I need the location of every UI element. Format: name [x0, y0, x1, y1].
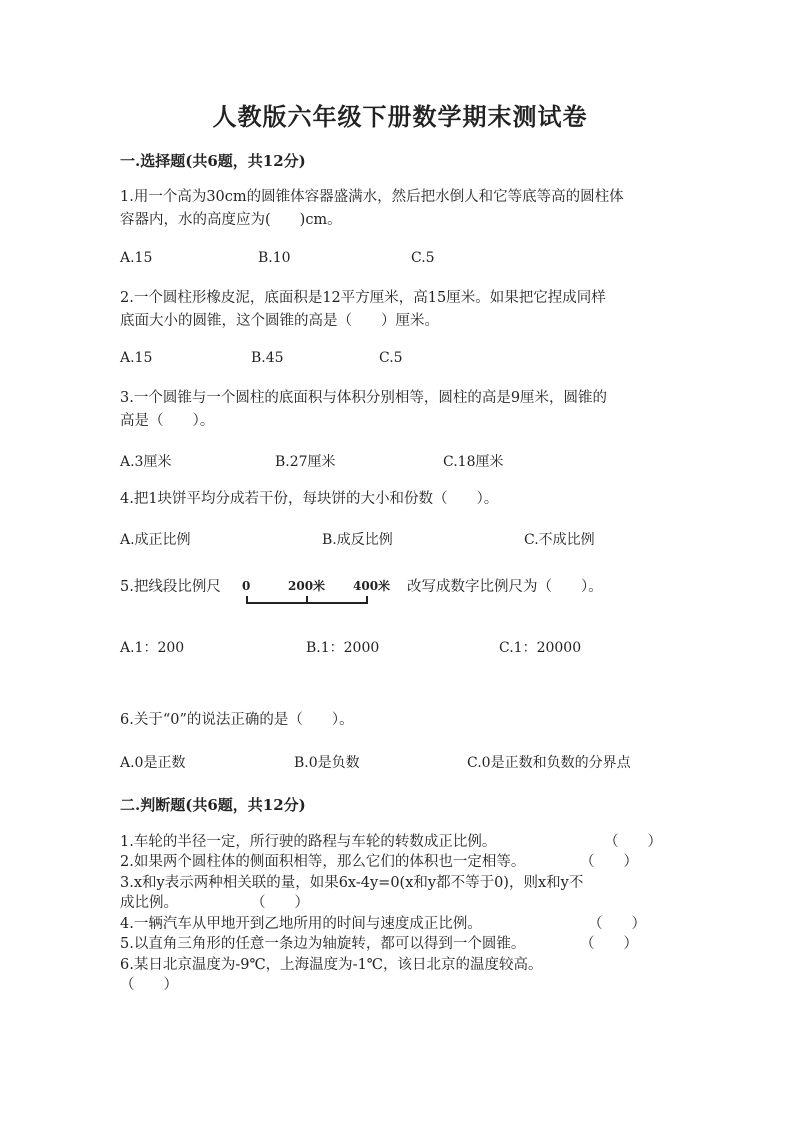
- judgement-6-blank: （ ）: [120, 977, 178, 993]
- question-1-option-b: B.10: [258, 250, 291, 266]
- question-3-line-2: 高是（ ）。: [120, 413, 215, 429]
- scale-label-200: 200米: [288, 579, 326, 593]
- question-2-option-a: A.15: [120, 350, 153, 366]
- judgement-1-blank: （ ）: [604, 834, 662, 850]
- question-1-line-1: 1.用一个高为30cm的圆锥体容器盛满水，然后把水倒人和它等底等高的圆柱体: [120, 189, 624, 205]
- question-2-line-1: 2.一个圆柱形橡皮泥，底面积是12平方厘米，高15厘米。如果把它捏成同样: [120, 290, 606, 306]
- question-1-option-c: C.5: [411, 250, 435, 266]
- question-4-option-c: C.不成比例: [524, 532, 595, 548]
- question-2-option-c: C.5: [379, 350, 403, 366]
- scale-label-400: 400米: [353, 579, 391, 593]
- question-4-line-1: 4.把1块饼平均分成若干份，每块饼的大小和份数（ ）。: [120, 491, 499, 507]
- section-heading-judgement: 二.判断题(共6题，共12分): [120, 796, 306, 814]
- question-4-option-b: B.成反比例: [322, 532, 393, 548]
- question-5-option-a: A.1：200: [120, 640, 185, 656]
- judgement-5-text: 5.以直角三角形的任意一条边为轴旋转，都可以得到一个圆锥。: [120, 936, 526, 952]
- question-6-option-c: C.0是正数和负数的分界点: [467, 755, 631, 771]
- judgement-4-blank: （ ）: [588, 916, 646, 932]
- line-scale-figure: [240, 577, 391, 611]
- section-heading-choice: 一.选择题(共6题，共12分): [120, 152, 306, 170]
- question-5-option-b: B.1：2000: [306, 640, 380, 656]
- question-5-line-2: 改写成数字比例尺为（ ）。: [407, 579, 603, 595]
- question-3-option-a: A.3厘米: [120, 454, 172, 470]
- judgement-3-text-2: 成比例。: [120, 895, 178, 911]
- judgement-5-blank: （ ）: [580, 936, 638, 952]
- scale-label-0: 0: [242, 579, 251, 593]
- question-4-option-a: A.成正比例: [120, 532, 191, 548]
- question-3-line-1: 3.一个圆锥与一个圆柱的底面积与体积分别相等，圆柱的高是9厘米，圆锥的: [120, 390, 608, 406]
- judgement-3-blank: （ ）: [251, 895, 309, 911]
- question-5-option-c: C.1：20000: [499, 640, 582, 656]
- question-6-option-a: A.0是正数: [120, 755, 186, 771]
- question-3-option-c: C.18厘米: [443, 454, 504, 470]
- question-2-line-2: 底面大小的圆锥，这个圆锥的高是（ ）厘米。: [120, 313, 439, 329]
- page-title: 人教版六年级下册数学期末测试卷: [212, 102, 588, 131]
- question-3-option-b: B.27厘米: [275, 454, 336, 470]
- question-5-line-1: 5.把线段比例尺: [120, 579, 221, 595]
- judgement-6-text: 6.某日北京温度为-9℃，上海温度为-1℃，该日北京的温度较高。: [120, 957, 543, 973]
- judgement-3-text: 3.x和y表示两种相关联的量，如果6x-4y=0(x和y都不等于0)，则x和y不: [120, 875, 584, 891]
- judgement-4-text: 4.一辆汽车从甲地开到乙地所用的时间与速度成正比例。: [120, 916, 482, 932]
- question-2-option-b: B.45: [251, 350, 284, 366]
- question-6-option-b: B.0是负数: [294, 755, 360, 771]
- question-1-line-2: 容器内，水的高度应为( )cm。: [120, 212, 342, 228]
- judgement-2-blank: （ ）: [580, 854, 638, 870]
- question-1-option-a: A.15: [120, 250, 153, 266]
- question-6-line-1: 6.关于“0”的说法正确的是（ ）。: [120, 712, 354, 728]
- judgement-2-text: 2.如果两个圆柱体的侧面积相等，那么它们的体积也一定相等。: [120, 854, 526, 870]
- judgement-1-text: 1.车轮的半径一定，所行驶的路程与车轮的转数成正比例。: [120, 834, 497, 850]
